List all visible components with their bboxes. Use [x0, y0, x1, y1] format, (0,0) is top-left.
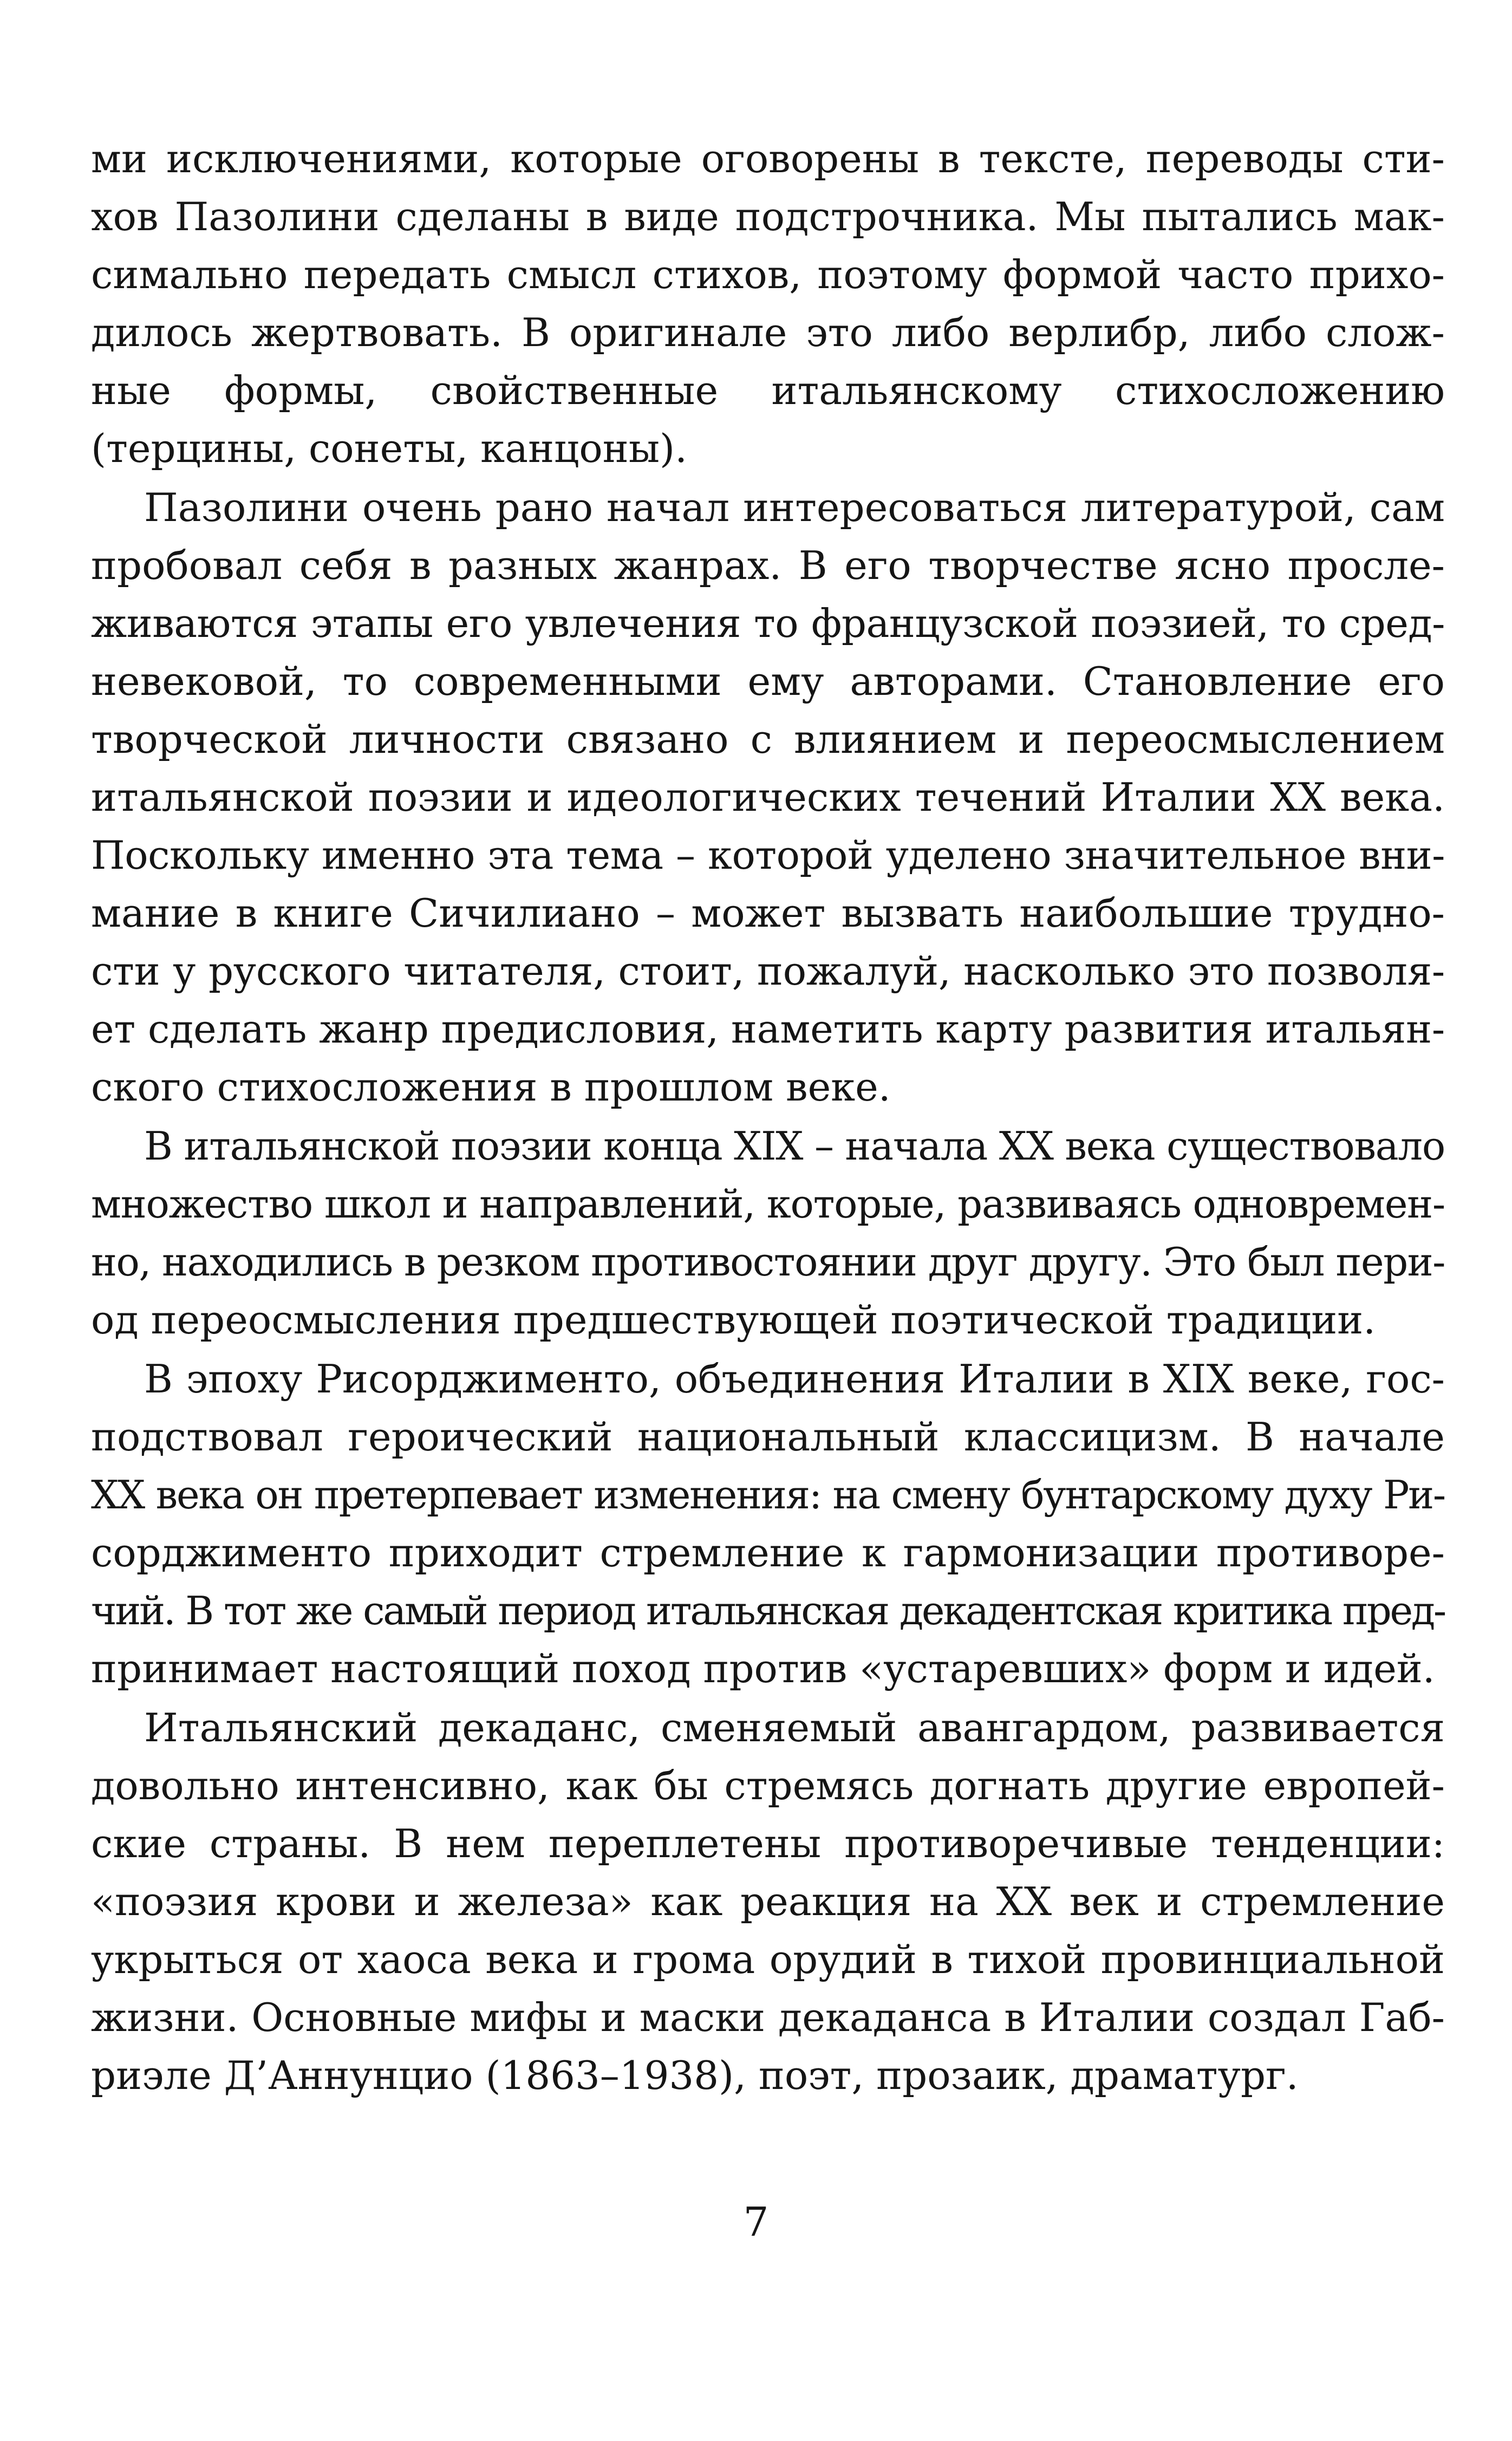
text-line: ского стихосложения в прошлом веке.	[91, 1064, 891, 1110]
text-line: од переосмысления предшествующей поэтической традиции.	[91, 1297, 1376, 1343]
text-line: принимает настоящий поход против «устаревших» форм и идей.	[91, 1646, 1435, 1691]
text-line: мание в книге Сичилиано – может вызвать наибольшие трудно-	[91, 890, 1445, 936]
text-line: итальянской поэзии и идеологических течений Италии XX века.	[91, 774, 1445, 820]
text-line: невековой, то современными ему авторами. Становление его	[91, 659, 1445, 704]
text-line: множество школ и направлений, которые, развиваясь одновремен-	[91, 1181, 1445, 1227]
text-line: риэле Д’Аннунцио (1863–1938), поэт, прозаик, драматург.	[91, 2053, 1299, 2098]
text-line: (терцины, сонеты, канцоны).	[91, 426, 687, 471]
paragraph-4	[91, 1350, 1445, 1698]
text-line: ет сделать жанр предисловия, наметить карту развития итальян-	[91, 1006, 1445, 1052]
text-line: XX века он претерпевает изменения: на смену бунтарскому духу Ри-	[91, 1472, 1445, 1518]
text-line: «поэзия крови и железа» как реакция на XX век и стремление	[91, 1879, 1445, 1924]
text-line: ми исключениями, которые оговорены в тексте, переводы сти-	[91, 136, 1445, 181]
text-line: ские страны. В нем переплетены противоречивые тенденции:	[91, 1821, 1445, 1866]
page-number: 7	[743, 2199, 769, 2245]
text-line: хов Пазолини сделаны в виде подстрочника. Мы пытались мак-	[91, 194, 1445, 239]
text-line: довольно интенсивно, как бы стремясь догнать другие европей-	[91, 1763, 1445, 1808]
text-line: В эпоху Рисорджименто, объединения Италии в XIX веке, гос-	[144, 1356, 1445, 1402]
text-line: подствовал героический национальный классицизм. В начале	[91, 1414, 1445, 1460]
text-line: пробовал себя в разных жанрах. В его творчестве ясно просле-	[91, 543, 1445, 588]
text-line: сорджименто приходит стремление к гармонизации противоре-	[91, 1530, 1445, 1576]
text-line: сти у русского читателя, стоит, пожалуй, насколько это позволя-	[91, 948, 1445, 994]
text-line: но, находились в резком противостоянии друг другу. Это был пери-	[91, 1239, 1445, 1285]
text-line: В итальянской поэзии конца XIX – начала XX века существовало	[144, 1123, 1445, 1169]
text-line: жизни. Основные мифы и маски декаданса в Италии создал Габ-	[91, 1995, 1445, 2040]
text-line: чий. В тот же самый период итальянская декадентская критика пред-	[91, 1588, 1445, 1633]
paragraph-5	[91, 1699, 1445, 2105]
body-text	[91, 130, 1445, 2106]
text-line: живаются этапы его увлечения то французской поэзией, то сред-	[91, 601, 1445, 646]
text-line: Пазолини очень рано начал интересоваться литературой, сам	[144, 485, 1445, 530]
text-line: Итальянский декаданс, сменяемый авангардом, развивается	[144, 1705, 1445, 1750]
text-line: Поскольку именно эта тема – которой уделено значительное вни-	[91, 832, 1445, 878]
text-line: творческой личности связано с влиянием и переосмыслением	[91, 717, 1445, 762]
text-line: симально передать смысл стихов, поэтому формой часто прихо-	[91, 252, 1445, 297]
paragraph-2	[91, 479, 1445, 1116]
paragraph-3	[91, 1117, 1445, 1349]
text-line: дилось жертвовать. В оригинале это либо верлибр, либо слож-	[91, 310, 1445, 355]
paragraph-1	[91, 130, 1445, 478]
text-line: ные формы, свойственные итальянскому стихосложению	[91, 368, 1445, 413]
text-line: укрыться от хаоса века и грома орудий в тихой провинциальной	[91, 1937, 1445, 1982]
